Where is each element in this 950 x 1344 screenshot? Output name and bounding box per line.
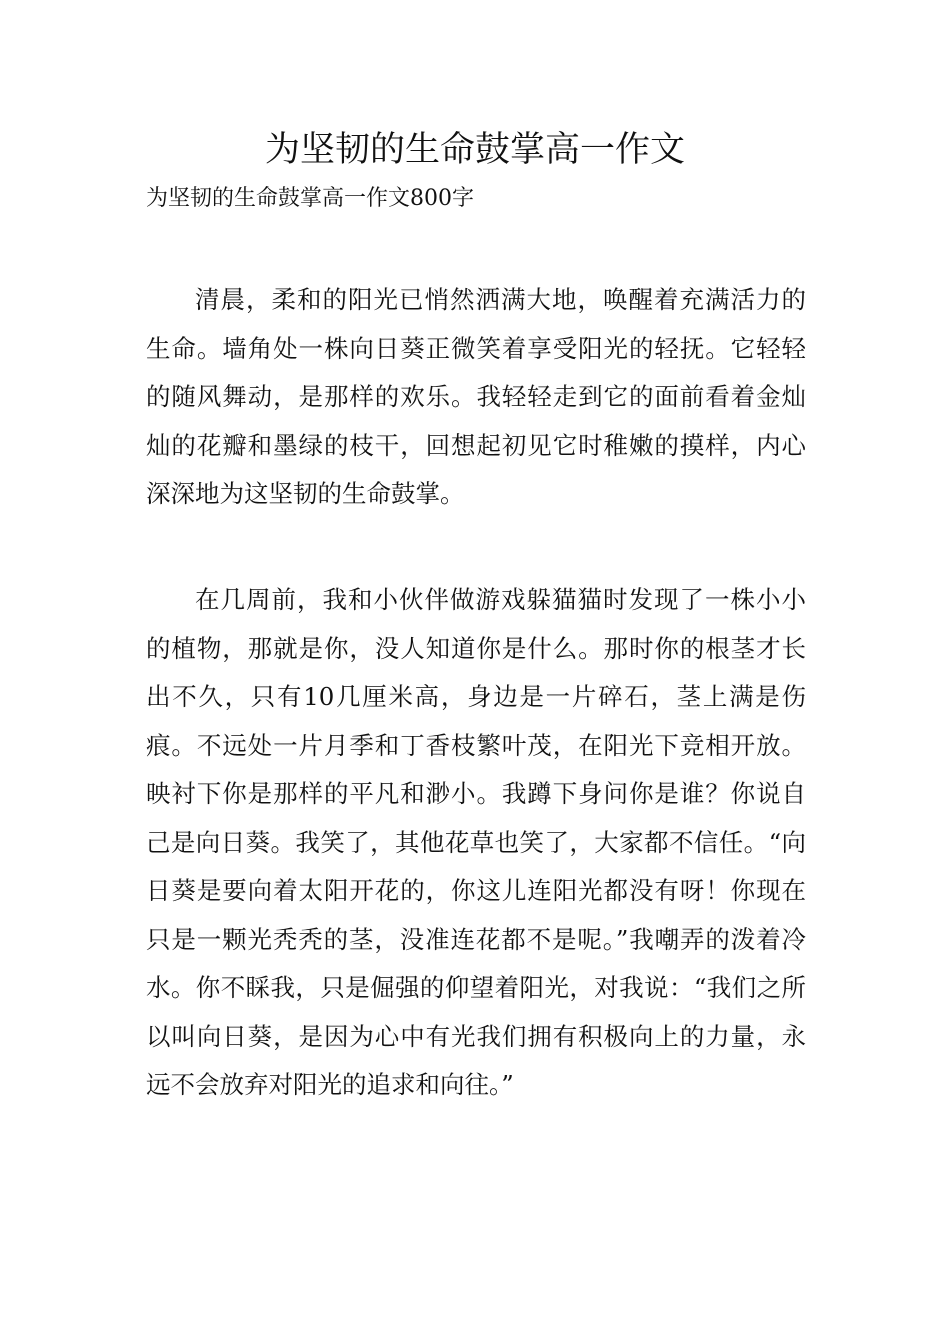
document-title: 为坚韧的生命鼓掌高一作文	[264, 130, 685, 170]
paragraph-1: 清晨，柔和的阳光已悄然洒满大地，唤醒着充满活力的生命。墙角处一株向日葵正微笑着享受阳光的轻抚。它轻轻的随风舞动，是那样的欢乐。我轻轻走到它的面前看着金灿灿的花瓣和墨绿的枝干，回想起初见它时稚嫩的摸样，内心深深地为这坚韧的生命鼓掌。	[146, 285, 806, 508]
document-subtitle: 为坚韧的生命鼓掌高一作文800字	[146, 186, 474, 211]
paragraph-2: 在几周前，我和小伙伴做游戏躲猫猫时发现了一株小小的植物，那就是你，没人知道你是什么。那时你的根茎才长出不久，只有10几厘米高，身边是一片碎石，茎上满是伤痕。不远处一片月季和丁香枝繁叶茂，在阳光下竞相开放。映衬下你是那样的平凡和渺小。我蹲下身问你是谁？你说自己是向日葵。我笑了，其他花草也笑了，大家都不信任。“向日葵是要向着太阳开花的，你这儿连阳光都没有呀！你现在只是一颗光秃秃的茎，没准连花都不是呢。”我嘲弄的泼着冷水。你不睬我，只是倔强的仰望着阳光，对我说：“我们之所以叫向日葵，是因为心中有光我们拥有积极向上的力量，永远不会放弃对阳光的追求和向往。”	[146, 585, 806, 1099]
